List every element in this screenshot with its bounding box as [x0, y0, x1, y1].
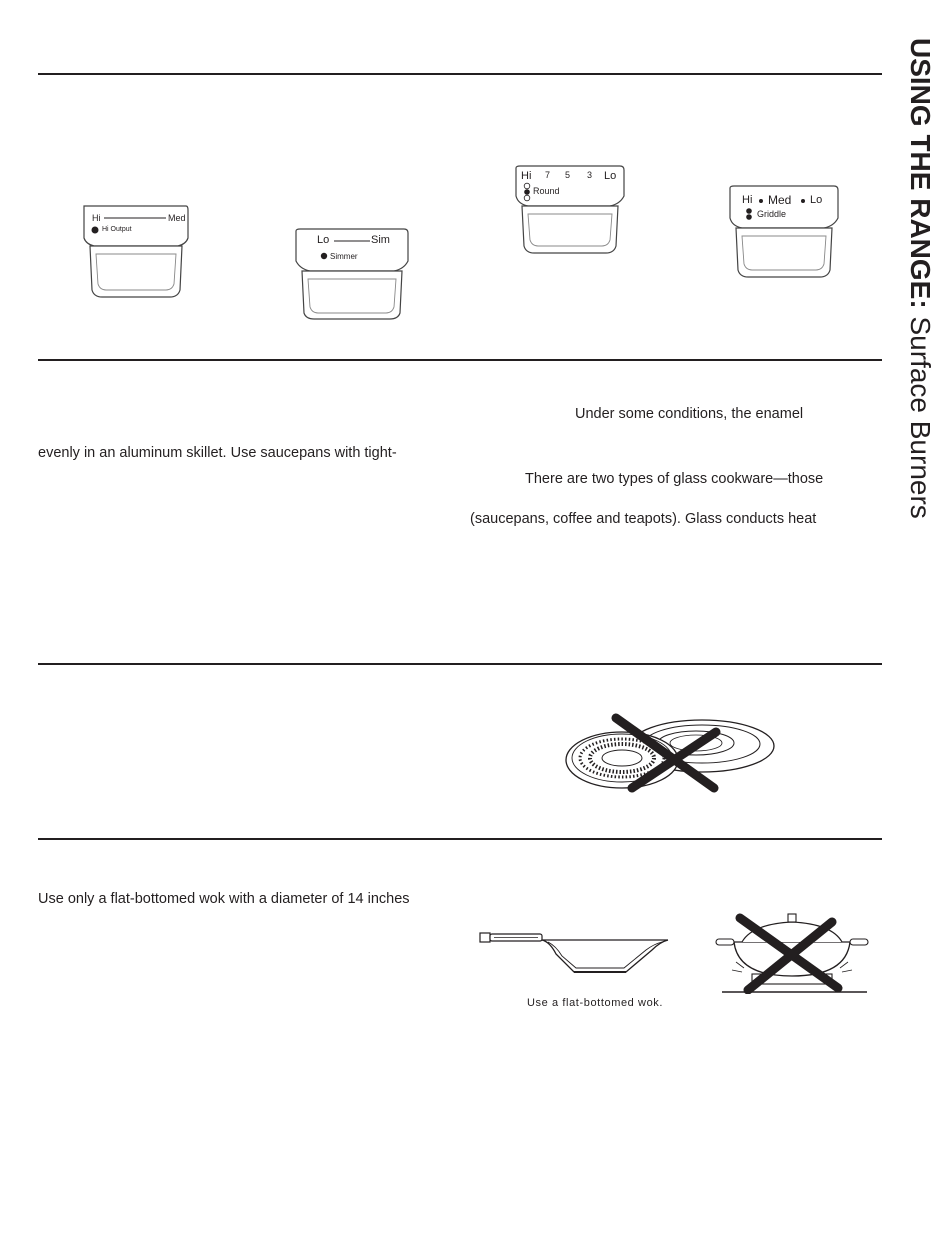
wok-text: Use only a flat-bottomed wok with a diameter of 14 inches — [38, 891, 410, 907]
burner-cap-crossed-out-illustration — [564, 710, 776, 794]
cookware-text-line: evenly in an aluminum skillet. Use saucepans with tight- — [38, 445, 397, 461]
round-bottomed-wok-crossed-out-illustration — [712, 910, 872, 994]
knob-hi-output — [82, 204, 190, 300]
cookware-text-line: There are two types of glass cookware—those — [525, 471, 824, 487]
section-rule-top — [38, 73, 882, 75]
knob-scale-med: Med — [768, 193, 792, 207]
knob-scale-hi: Hi — [521, 170, 532, 182]
knob-scale-3: 3 — [587, 170, 593, 180]
knob-scale-lo: Lo — [604, 170, 617, 182]
knob-label-round: Round — [533, 186, 560, 196]
knob-label-hi-output: Hi Output — [102, 226, 132, 233]
flat-bottomed-wok-illustration — [478, 924, 674, 984]
knob-scale-hi: Hi — [742, 194, 753, 206]
section-rule-cookware — [38, 359, 882, 361]
section-rule-wok — [38, 838, 882, 840]
wok-caption: Use a flat-bottomed wok. — [527, 997, 664, 1009]
knob-label-hi: Hi — [92, 213, 101, 223]
section-rule-grate — [38, 663, 882, 665]
knob-griddle — [728, 184, 840, 280]
cookware-text-line: Under some conditions, the enamel — [575, 406, 804, 422]
knob-round — [514, 164, 626, 256]
cookware-text-line: (saucepans, coffee and teapots). Glass conducts heat — [470, 511, 817, 527]
side-tab-title-light: Surface Burners — [905, 308, 936, 519]
knob-scale-5: 5 — [565, 170, 571, 180]
section-side-tab — [905, 38, 935, 598]
knob-label-sim: Sim — [371, 234, 390, 246]
knob-simmer — [294, 227, 410, 321]
knob-label-med: Med — [168, 213, 186, 223]
knob-label-simmer: Simmer — [330, 252, 358, 261]
knob-scale-7: 7 — [545, 170, 551, 180]
knob-label-griddle: Griddle — [757, 209, 787, 219]
knob-label-lo: Lo — [317, 234, 330, 246]
side-tab-title-bold: USING THE RANGE: — [905, 38, 936, 309]
knob-scale-lo: Lo — [810, 194, 823, 206]
